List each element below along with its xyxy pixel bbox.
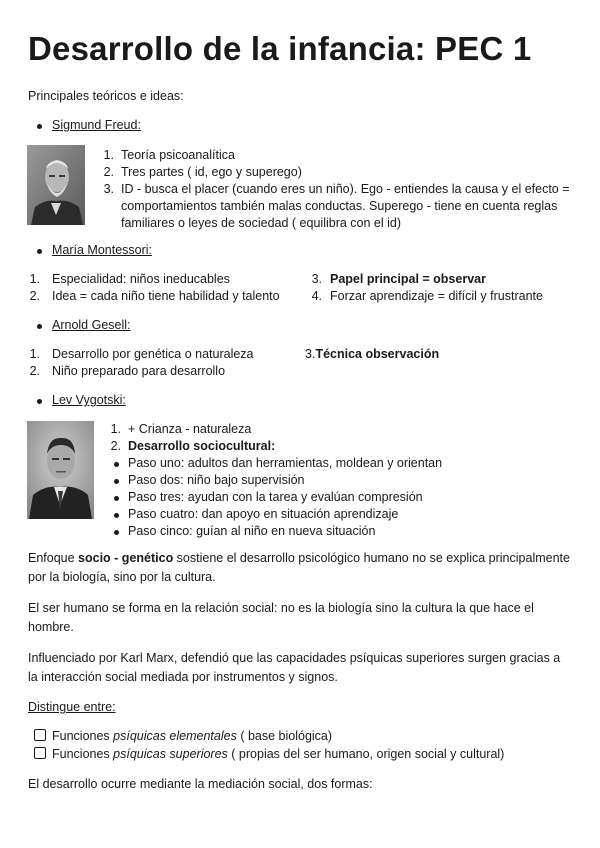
bullet-icon xyxy=(114,530,119,535)
italic-term: psíquicas elementales xyxy=(113,729,237,743)
list-item: Teoría psicoanalítica xyxy=(121,148,235,162)
step-item: Paso cuatro: dan apoyo en situación aprendizaje xyxy=(128,507,399,521)
step-item: Paso dos: niño bajo supervisión xyxy=(128,473,305,487)
list-number: 2. xyxy=(29,364,40,378)
list-number: 1. xyxy=(103,148,114,162)
step-item: Paso cinco: guían al niño en nueva situación xyxy=(128,524,376,538)
final-text: El desarrollo ocurre mediante la mediación social, dos formas: xyxy=(28,777,373,791)
intro-text: Principales teóricos e ideas: xyxy=(28,89,184,103)
freud-heading: Sigmund Freud: xyxy=(52,118,141,132)
list-item-continuation: comportamientos también malas conductas. Superego - tiene en cuenta reglas xyxy=(121,199,558,213)
gesell-technique: Técnica observación xyxy=(315,347,440,361)
freud-portrait xyxy=(27,145,85,225)
list-item: Niño preparado para desarrollo xyxy=(52,364,226,378)
list-number: 1. xyxy=(29,347,40,361)
list-item: Forzar aprendizaje = difícil y frustrante xyxy=(330,289,543,303)
list-number: 2. xyxy=(103,165,114,179)
text-span: Funciones xyxy=(52,729,114,743)
bullet-icon xyxy=(37,399,42,404)
vygotski-portrait-image xyxy=(27,421,94,519)
freud-portrait-image xyxy=(27,145,85,225)
list-number: 3. xyxy=(305,347,316,361)
montessori-heading: María Montessori: xyxy=(52,243,153,257)
list-number: 1. xyxy=(110,422,121,436)
bullet-icon xyxy=(37,249,42,254)
step-item: Paso uno: adultos dan herramientas, moldean y orientan xyxy=(128,456,443,470)
bullet-icon xyxy=(114,462,119,467)
paragraph-social-relation: El ser humano se forma en la relación social: no es la biología sino la cultura la que hace el hombre. xyxy=(28,601,534,634)
page-title: Desarrollo de la infancia: PEC 1 xyxy=(28,30,532,67)
vygotski-portrait xyxy=(27,421,94,519)
gesell-heading: Arnold Gesell: xyxy=(52,318,131,332)
text-span: Enfoque xyxy=(28,551,79,565)
bold-term: socio - genético xyxy=(78,551,174,565)
vygotski-heading: Lev Vygotski: xyxy=(52,393,126,407)
list-item: Desarrollo por genética o naturaleza xyxy=(52,347,254,361)
text-span: sostiene el desarrollo psicológico humano no se explica principalmente por la biología, sino por la cultura. xyxy=(28,551,570,584)
checkbox[interactable] xyxy=(34,729,46,741)
list-number: 4. xyxy=(311,289,322,303)
list-item: Tres partes ( id, ego y superego) xyxy=(121,165,302,179)
paragraph-socio-genetic xyxy=(28,549,573,586)
text-span: ( propias del ser humano, origen social y cultural) xyxy=(227,747,505,761)
list-item: Desarrollo sociocultural: xyxy=(128,439,276,453)
list-item: Idea = cada niño tiene habilidad y talento xyxy=(52,289,280,303)
bullet-icon xyxy=(37,324,42,329)
bullet-icon xyxy=(37,124,42,129)
distinguish-heading: Distingue entre: xyxy=(28,700,116,714)
bullet-icon xyxy=(114,496,119,501)
list-number: 2. xyxy=(110,439,121,453)
list-number: 1. xyxy=(29,272,40,286)
italic-term: psíquicas superiores xyxy=(113,747,228,761)
checkbox[interactable] xyxy=(34,747,46,759)
list-item: Especialidad: niños ineducables xyxy=(52,272,230,286)
checkbox-label xyxy=(52,746,504,763)
list-item: Papel principal = observar xyxy=(330,272,486,286)
list-item-continuation: familiares o leyes de sociedad ( equilibra con el id) xyxy=(121,216,402,230)
list-item: + Crianza - naturaleza xyxy=(128,422,252,436)
bullet-icon xyxy=(114,513,119,518)
list-number: 3. xyxy=(311,272,322,286)
list-item xyxy=(305,346,439,363)
step-item: Paso tres: ayudan con la tarea y evalúan compresión xyxy=(128,490,423,504)
list-item: ID - busca el placer (cuando eres un niño). Ego - entiendes la causa y el efecto = xyxy=(121,182,570,196)
list-number: 3. xyxy=(103,182,114,196)
checkbox-label xyxy=(52,728,332,745)
text-span: Funciones xyxy=(52,747,114,761)
list-number: 2. xyxy=(29,289,40,303)
text-span: ( base biológica) xyxy=(236,729,333,743)
paragraph-karl-marx: Influenciado por Karl Marx, defendió que las capacidades psíquicas superiores surgen gracias a la interacción social mediada por instrumentos y signos. xyxy=(28,651,561,684)
bullet-icon xyxy=(114,479,119,484)
